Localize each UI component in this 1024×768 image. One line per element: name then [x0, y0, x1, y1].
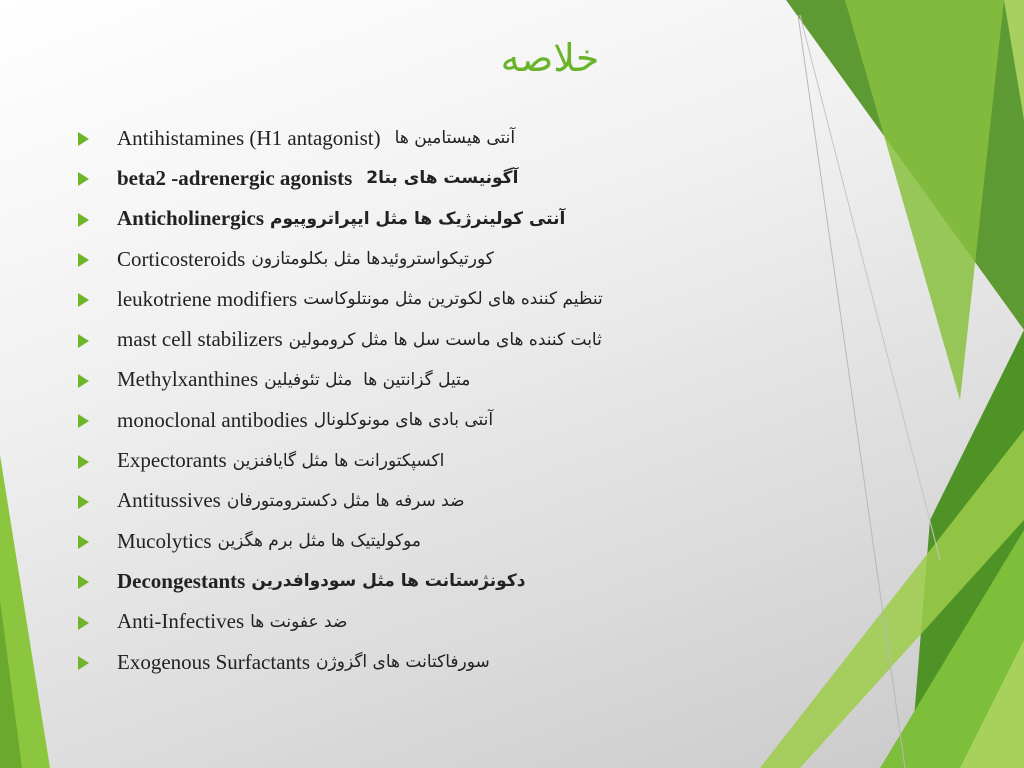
facet-top-light [845, 0, 1004, 400]
item-english-text: Anticholinergics [117, 206, 264, 231]
facet-bottom-stripe [760, 430, 1024, 768]
item-persian-text: موکولیتیک ها مثل برم هگزین [217, 531, 421, 552]
facet-bottom-light [960, 640, 1024, 768]
bullet-list [78, 118, 798, 682]
item-persian-text: آگونیست های بتا2 [366, 168, 519, 189]
item-english-text: Expectorants [117, 448, 227, 473]
triangle-right-icon [78, 575, 89, 589]
list-item [78, 642, 798, 682]
triangle-right-icon [78, 535, 89, 549]
triangle-right-icon [78, 414, 89, 428]
triangle-right-icon [78, 616, 89, 630]
facet-left-dark [0, 600, 22, 768]
item-english-text: leukotriene modifiers [117, 286, 298, 311]
item-persian-text: اکسپکتورانت ها مثل گایافنزین [232, 450, 445, 471]
facet-top-edge [1004, 0, 1024, 120]
item-persian-text: ضد سرفه ها مثل دکسترومتورفان [226, 490, 465, 511]
triangle-right-icon [78, 293, 89, 307]
thin-line-1 [798, 15, 905, 768]
item-persian-text: سورفاکتانت های اگزوژن [316, 652, 490, 672]
item-english-text: monoclonal antibodies [117, 407, 308, 432]
facet-top-dark [786, 0, 1024, 330]
item-persian-text: ثابت کننده های ماست سل ها مثل کرومولین [288, 329, 602, 350]
item-persian-text: دکونژستانت ها مثل سودوافدرین [251, 571, 526, 592]
item-english-text: Anti-Infectives [117, 609, 245, 634]
list-item [78, 319, 798, 359]
item-english-text: Methylxanthines [117, 367, 259, 392]
list-item [78, 561, 798, 601]
list-item [78, 360, 798, 400]
item-english-text: mast cell stabilizers [117, 327, 283, 352]
triangle-right-icon [78, 253, 89, 267]
triangle-right-icon [78, 213, 89, 227]
facet-bottom-dark [910, 330, 1024, 768]
triangle-right-icon [78, 495, 89, 509]
item-persian-text: آنتی بادی های مونوکلونال [313, 410, 494, 431]
list-item [78, 602, 798, 642]
item-persian-text: کورتیکواستروئیدها مثل بکلومتازون [251, 249, 494, 270]
item-persian-text: متیل گزانتین ها مثل تئوفیلین [264, 369, 471, 390]
triangle-right-icon [78, 172, 89, 186]
item-english-text: Antihistamines (H1 antagonist) [117, 125, 381, 150]
list-item [78, 239, 798, 279]
item-persian-text: آنتی هیستامین ها [394, 128, 516, 149]
list-item [78, 118, 798, 158]
item-persian-text: ضد عفونت ها [250, 611, 348, 632]
list-item [78, 521, 798, 561]
item-english-text: Decongestants [117, 568, 246, 593]
list-item [78, 400, 798, 440]
item-persian-text: تنظیم کننده های لکوترین مثل مونتلوکاست [303, 289, 603, 310]
triangle-right-icon [78, 132, 89, 146]
item-english-text: beta2 -adrenergic agonists [117, 165, 353, 190]
triangle-right-icon [78, 656, 89, 670]
item-english-text: Exogenous Surfactants [117, 649, 311, 674]
item-persian-text: آنتی کولینرژیک ها مثل ایپراتروپیوم [270, 208, 566, 229]
list-item [78, 440, 798, 480]
facet-bottom-mid [880, 530, 1024, 768]
triangle-right-icon [78, 334, 89, 348]
triangle-right-icon [78, 374, 89, 388]
list-item [78, 279, 798, 319]
item-english-text: Corticosteroids [117, 246, 246, 271]
item-english-text: Mucolytics [117, 528, 212, 553]
triangle-right-icon [78, 455, 89, 469]
list-item [78, 199, 798, 239]
list-item [78, 158, 798, 198]
item-english-text: Antitussives [117, 488, 221, 513]
list-item [78, 481, 798, 521]
facet-left [0, 455, 50, 768]
thin-line-2 [800, 15, 940, 560]
slide-title: خلاصه [500, 36, 600, 80]
